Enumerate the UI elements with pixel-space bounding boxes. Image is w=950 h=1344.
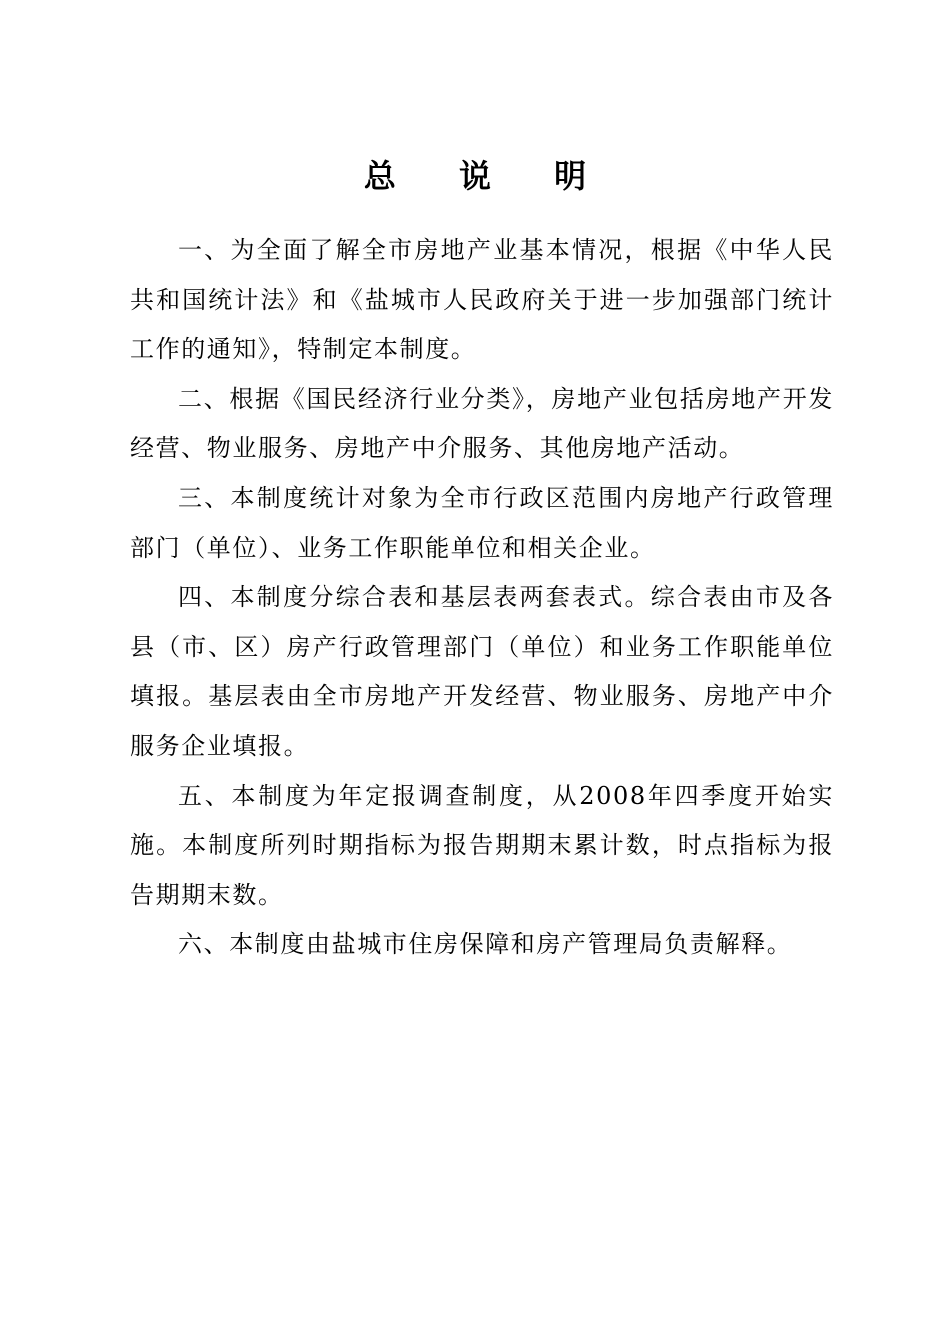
paragraph-1: 一、为全面了解全市房地产业基本情况，根据《中华人民共和国统计法》和《盐城市人民政府关于进一步加强部门统计工作的通知》，特制定本制度。 xyxy=(130,236,834,364)
paragraph-2: 二、根据《国民经济行业分类》，房地产业包括房地产开发经营、物业服务、房地产中介服务、其他房地产活动。 xyxy=(130,384,834,463)
document-body xyxy=(130,226,834,970)
paragraph-5: 五、本制度为年定报调查制度，从2008年四季度开始实施。本制度所列时期指标为报告期期末累计数，时点指标为报告期期末数。 xyxy=(130,781,834,909)
paragraph-6: 六、本制度由盐城市住房保障和房产管理局负责解释。 xyxy=(178,930,793,959)
paragraph-3: 三、本制度统计对象为全市行政区范围内房地产行政管理部门（单位）、业务工作职能单位和相关企业。 xyxy=(130,483,834,562)
page-title: 总 说 明 xyxy=(363,157,613,195)
paragraph-4: 四、本制度分综合表和基层表两套表式。综合表由市及各县（市、区）房产行政管理部门（单位）和业务工作职能单位填报。基层表由全市房地产开发经营、物业服务、房地产中介服务企业填报。 xyxy=(130,583,834,760)
